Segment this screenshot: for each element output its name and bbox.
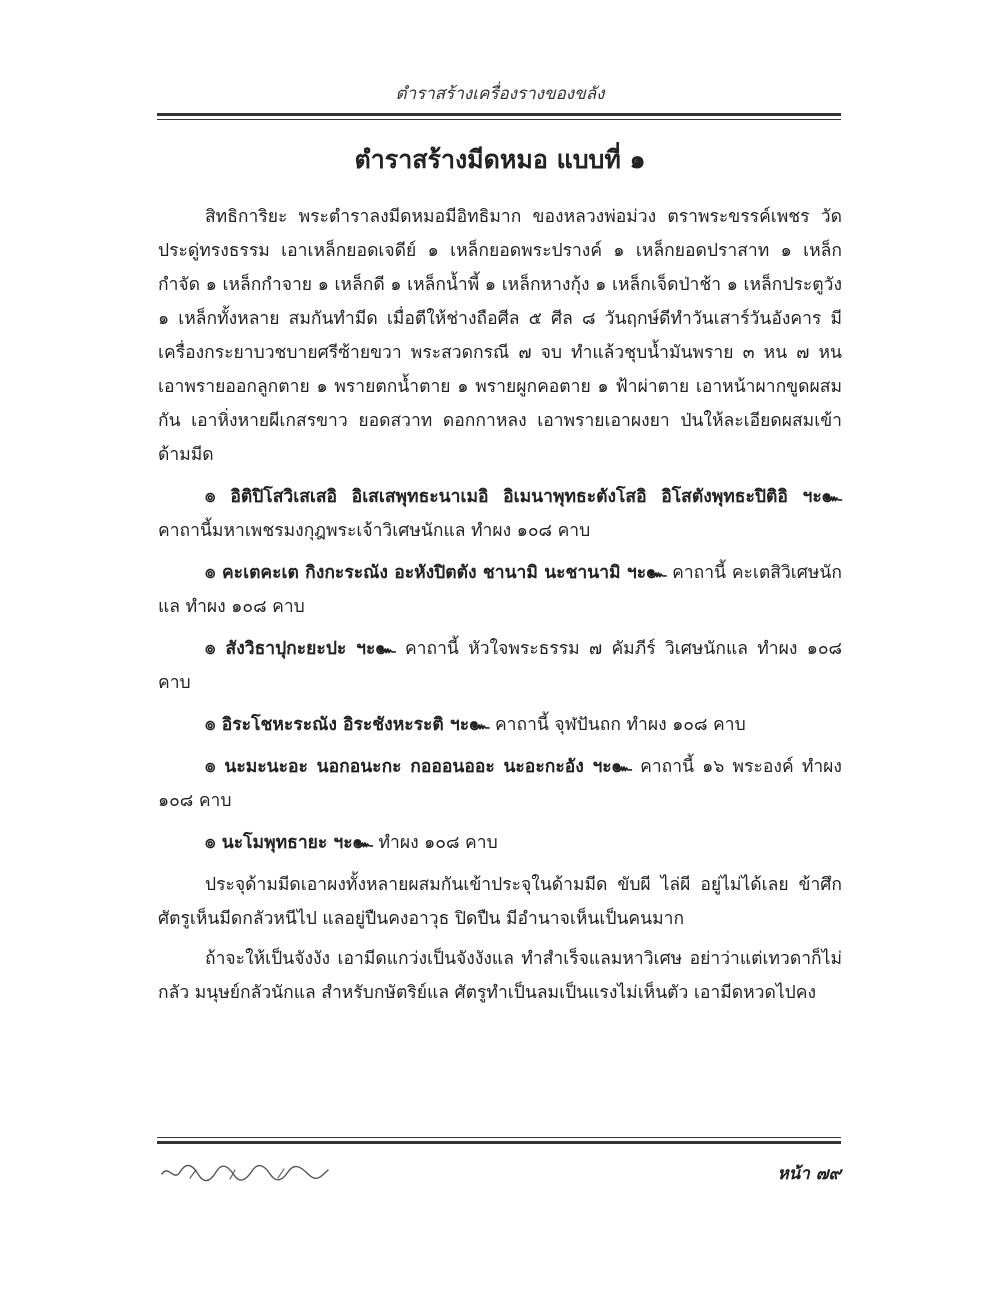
- body-text: [158, 200, 842, 1016]
- mantra-6-text: ทำผง ๑๐๘ คาบ: [378, 833, 498, 853]
- mantra-4: [158, 708, 842, 742]
- page-number: หน้า ๗๙: [777, 1164, 841, 1184]
- mantra-4-text: คาถานี้ จุฬปันถก ทำผง ๑๐๘ คาบ: [494, 715, 746, 735]
- header-rule: [157, 113, 841, 120]
- mantra-2: [158, 556, 842, 624]
- paragraph-charging: ประจุด้ามมีดเอาผงทั้งหลายผสมกันเข้าประจุในด้ามมีด ขับผี ไล่ผี อยู่ไม่ได้เลย ข้าศึกศัตรูเห็นมีดกลัวหนีไป แลอยู่ปืนคงอาวุธ ปิดปืน มีอำนาจเห็นเป็นคนมาก: [158, 875, 842, 929]
- handwritten-signature: [160, 1160, 330, 1184]
- page-title: ตำราสร้างมีดหมอ แบบที่ ๑: [354, 145, 646, 174]
- mantra-6: [158, 826, 842, 860]
- mantra-1: [158, 480, 842, 548]
- mantra-5-text: คาถานี้ ๑๖ พระองค์ ทำผง ๑๐๘ คาบ: [158, 757, 842, 811]
- mantra-3: [158, 632, 842, 700]
- mantra-1-chant: ๏ อิติปิโสวิเสเสอิ อิเสเสพุทธะนาเมอิ อิเมนาพุทธะตังโสอิ อิโสตังพุทธะปิติอิ ฯะ๛: [205, 487, 842, 507]
- mantra-2-text: คาถานี้ คะเตสิวิเศษนักแล ทำผง ๑๐๘ คาบ: [158, 563, 842, 617]
- mantra-6-chant: ๏ นะโมพุทธายะ ฯะ๛: [205, 833, 373, 853]
- mantra-1-text: คาถานี้มหาเพชรมงกุฎพระเจ้าวิเศษนักแล ทำผง ๑๐๘ คาบ: [158, 521, 591, 541]
- mantra-3-text: คาถานี้ หัวใจพระธรรม ๗ คัมภีร์ วิเศษนักแล ทำผง ๑๐๘ คาบ: [158, 639, 843, 693]
- mantra-3-chant: ๏ สังวิธาปุกะยะปะ ฯะ๛: [205, 639, 396, 659]
- paragraph-intro: สิทธิการิยะ พระตำราลงมีดหมอมีอิทธิมาก ของหลวงพ่อม่วง ตราพระขรรค์เพชร วัดประดู่ทรงธรรม เอาเหล็กยอดเจดีย์ ๑ เหล็กยอดพระปรางค์ ๑ เหล็กยอดปราสาท ๑ เหล็กกำจัด ๑ เหล็กกำจาย ๑ เหล็กดี ๑ เหล็กน้ำพี้ ๑ เหล็กหางกุ้ง ๑ เหล็กเจ็ดป่าช้า ๑ เหล็กประตูวัง ๑ เหล็กทั้งหลาย สมกันทำมีด เมื่อตีให้ช่างถือศีล ๕ ศีล ๘ วันฤกษ์ดีทำวันเสาร์วันอังคาร มีเครื่องกระยาบวชบายศรีซ้ายขวา พระสวดกรณี ๗ จบ ทำแล้วชุบน้ำมันพราย ๓ หน ๗ หน เอาพรายออกลูกตาย ๑ พรายตกน้ำตาย ๑ พรายผูกคอตาย ๑ ฟ้าผ่าตาย เอาหน้าผากขูดผสมกัน เอาหิ่งหายผีเกสรขาว ยอดสวาท ดอกกาหลง เอาพรายเอาผงยา ป่นให้ละเอียดผสมเข้าด้ามมีด: [158, 207, 842, 465]
- paragraph-jangngang: ถ้าจะให้เป็นจังงัง เอามีดแกว่งเป็นจังงังแล ทำสำเร็จแลมหาวิเศษ อย่าว่าแต่เทวดาก็ไม่กลัว มนุษย์กลัวนักแล สำหรับกษัตริย์แล ศัตรูทำเป็นลมเป็นแรงไม่เห็นตัว เอามีดหวดไปคง: [158, 949, 842, 1003]
- mantra-5-chant: ๏ นะมะนะอะ นอกอนะกะ กอออนออะ นะอะกะอัง ฯะ๛: [205, 757, 632, 777]
- footer-rule: [157, 1137, 841, 1144]
- running-header: ตำราสร้างเครื่องรางของขลัง: [395, 84, 605, 104]
- mantra-5: [158, 750, 842, 818]
- mantra-2-chant: ๏ คะเตคะเต กิงกะระณัง อะหังปิตตัง ชานามิ นะชานามิ ฯะ๛: [205, 563, 667, 583]
- mantra-4-chant: ๏ อิระโชหะระณัง อิระชังหะระติ ฯะ๛: [205, 715, 490, 735]
